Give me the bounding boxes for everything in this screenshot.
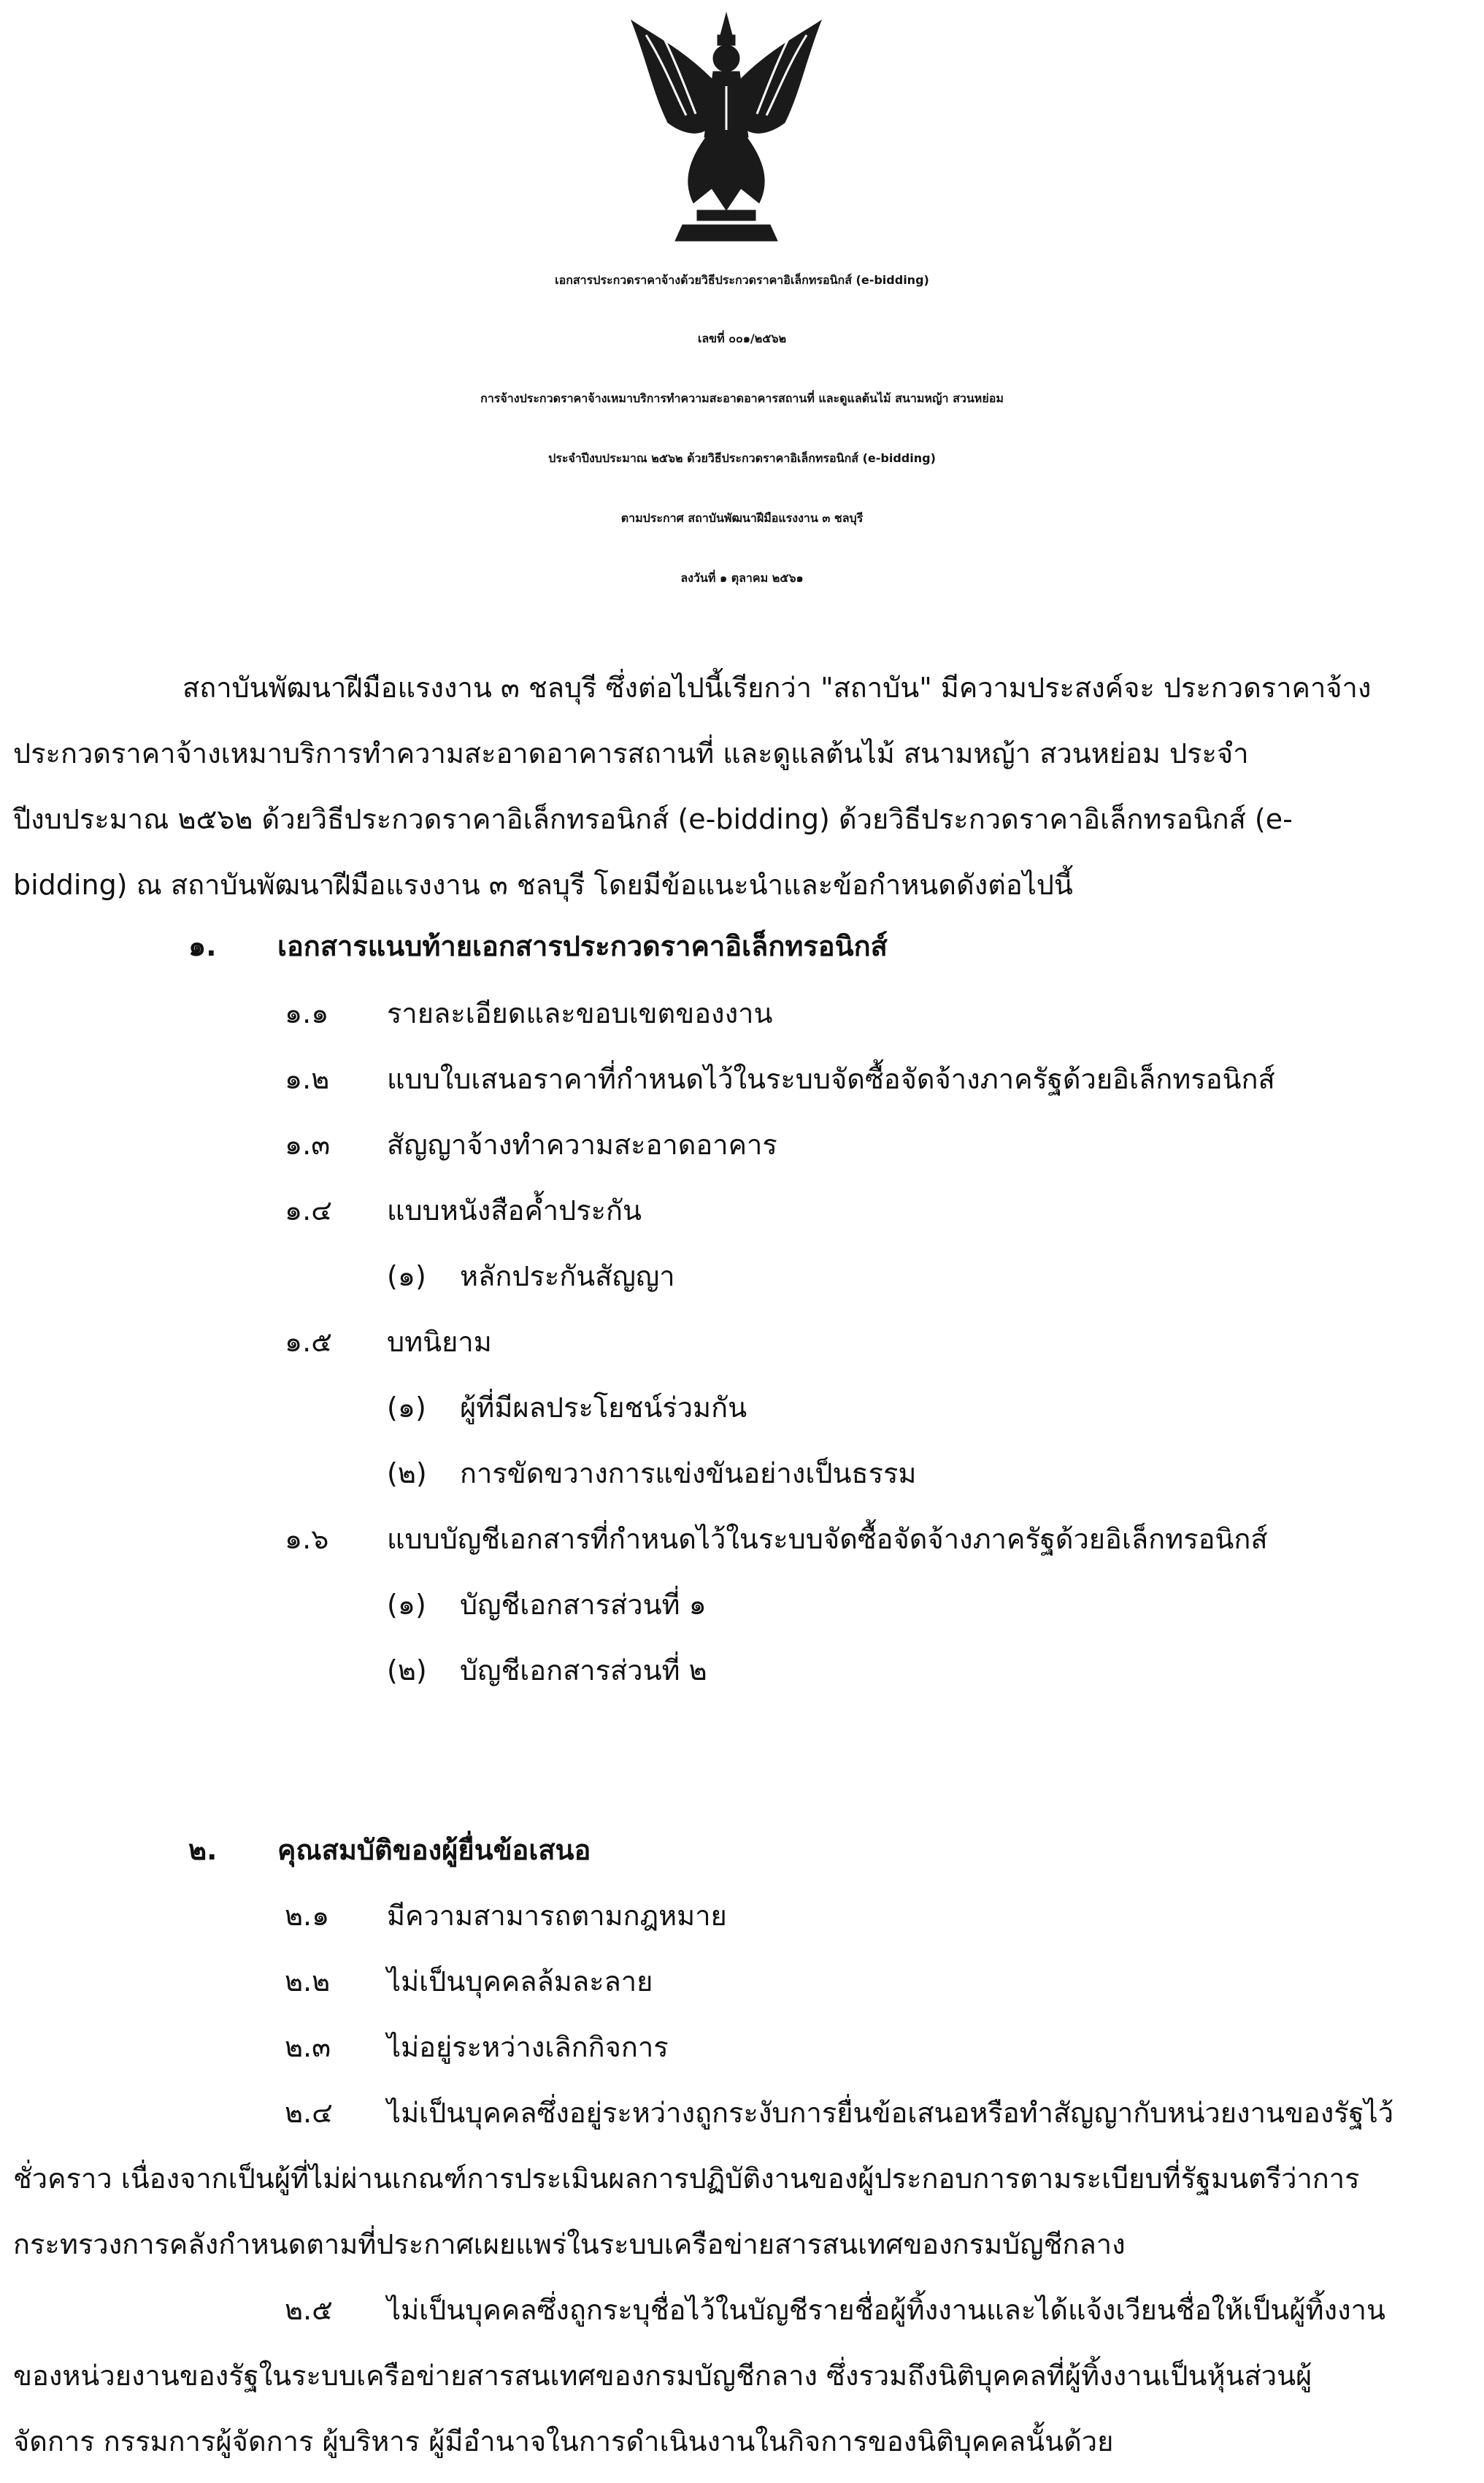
sub-item-number: (๑) <box>387 1392 426 1424</box>
list-item-number: ๒.๑ <box>285 1900 330 1932</box>
section-2-heading: คุณสมบัติของผู้ยื่นข้อเสนอ <box>277 1834 591 1866</box>
announcement-date: ลงวันที่ ๑ ตุลาคม ๒๕๖๑ <box>680 571 804 585</box>
list-item-text: แบบบัญชีเอกสารที่กำหนดไว้ในระบบจัดซื้อจัดจ้างภาครัฐด้วยอิเล็กทรอนิกส์ <box>387 1523 1268 1555</box>
list-item-text: ไม่อยู่ระหว่างเลิกกิจการ <box>387 2031 669 2063</box>
paragraph-continuation-line: จัดการ กรรมการผู้จัดการ ผู้บริหาร ผู้มีอำนาจในการดำเนินงานในกิจการของนิติบุคคลนั้นด้วย <box>13 2425 1114 2457</box>
list-item-text: ไม่เป็นบุคคลซึ่งถูกระบุชื่อไว้ในบัญชีรายชื่อผู้ทิ้งงานและได้แจ้งเวียนชื่อให้เป็นผู้ทิ้งงาน <box>387 2294 1385 2326</box>
list-item-number: ๑.๑ <box>285 997 329 1029</box>
list-item-text: แบบหนังสือค้ำประกัน <box>387 1194 642 1227</box>
sub-item-number: (๒) <box>387 1457 427 1489</box>
sub-item-number: (๑) <box>387 1260 426 1292</box>
sub-item-number: (๑) <box>387 1589 426 1621</box>
paragraph-continuation-line: ชั่วคราว เนื่องจากเป็นผู้ที่ไม่ผ่านเกณฑ์การประเมินผลการปฏิบัติงานของผู้ประกอบการตามระเบียบที่รัฐมนตรีว่าการ <box>13 2162 1360 2195</box>
list-item-number: ๑.๒ <box>285 1063 330 1095</box>
sub-item-text: การขัดขวางการแข่งขันอย่างเป็นธรรม <box>460 1457 917 1489</box>
sub-item-text: บัญชีเอกสารส่วนที่ ๑ <box>460 1589 707 1621</box>
subject-line-2: ประจำปีงบประมาณ ๒๕๖๒ ด้วยวิธีประกวดราคาอิเล็กทรอนิกส์ (e-bidding) <box>548 451 936 465</box>
section-1-number: ๑. <box>188 930 217 962</box>
list-item-number: ๒.๒ <box>285 1965 331 1997</box>
list-item-number: ๒.๓ <box>285 2031 331 2063</box>
intro-paragraph-line: ประกวดราคาจ้างเหมาบริการทำความสะอาดอาคารสถานที่ และดูแลต้นไม้ สนามหญ้า สวนหย่อม ประจำ <box>13 737 1249 770</box>
sub-item-text: ผู้ที่มีผลประโยชน์ร่วมกัน <box>460 1392 747 1424</box>
garuda-emblem-icon <box>624 6 828 247</box>
list-item-text: แบบใบเสนอราคาที่กำหนดไว้ในระบบจัดซื้อจัดจ้างภาครัฐด้วยอิเล็กทรอนิกส์ <box>387 1063 1275 1095</box>
document-number: เลขที่ ๐๐๑/๒๕๖๒ <box>697 331 787 345</box>
list-item-text: บทนิยาม <box>387 1326 492 1358</box>
intro-paragraph-line: สถาบันพัฒนาฝีมือแรงงาน ๓ ชลบุรี ซึ่งต่อไปนี้เรียกว่า "สถาบัน" มีความประสงค์จะ ประกวดราคาจ้าง <box>182 672 1372 704</box>
sub-item-number: (๒) <box>387 1654 427 1686</box>
section-1-heading: เอกสารแนบท้ายเอกสารประกวดราคาอิเล็กทรอนิกส์ <box>277 930 888 962</box>
announcement-line: ตามประกาศ สถาบันพัฒนาฝีมือแรงงาน ๓ ชลบุรี <box>620 511 864 525</box>
list-item-number: ๒.๕ <box>285 2294 333 2326</box>
list-item-text: สัญญาจ้างทำความสะอาดอาคาร <box>387 1129 777 1161</box>
list-item-number: ๑.๖ <box>285 1523 329 1555</box>
list-item-number: ๑.๔ <box>285 1194 332 1227</box>
subject-line-1: การจ้างประกวดราคาจ้างเหมาบริการทำความสะอาดอาคารสถานที่ และดูแลต้นไม้ สนามหญ้า สวนหย่อม <box>480 391 1004 405</box>
intro-paragraph-line: ปีงบประมาณ ๒๕๖๒ ด้วยวิธีประกวดราคาอิเล็กทรอนิกส์ (e-bidding) ด้วยวิธีประกวดราคาอิเล็กทรอนิกส์ (e- <box>13 803 1293 835</box>
list-item-text: รายละเอียดและขอบเขตของงาน <box>387 997 773 1029</box>
list-item-text: ไม่เป็นบุคคลล้มละลาย <box>387 1965 653 1997</box>
list-item-text: ไม่เป็นบุคคลซึ่งอยู่ระหว่างถูกระงับการยื่นข้อเสนอหรือทำสัญญากับหน่วยงานของรัฐไว้ <box>387 2097 1394 2129</box>
list-item-number: ๑.๓ <box>285 1129 331 1161</box>
sub-item-text: บัญชีเอกสารส่วนที่ ๒ <box>460 1654 707 1686</box>
section-2-number: ๒. <box>188 1834 218 1866</box>
list-item-number: ๑.๕ <box>285 1326 332 1358</box>
sub-item-text: หลักประกันสัญญา <box>460 1260 675 1292</box>
list-item-text: มีความสามารถตามกฎหมาย <box>387 1900 727 1932</box>
document-title: เอกสารประกวดราคาจ้างด้วยวิธีประกวดราคาอิเล็กทรอนิกส์ (e-bidding) <box>555 273 929 287</box>
paragraph-continuation-line: ของหน่วยงานของรัฐในระบบเครือข่ายสารสนเทศของกรมบัญชีกลาง ซึ่งรวมถึงนิติบุคคลที่ผู้ทิ้งงานเป็นหุ้นส่วนผู้ <box>13 2360 1312 2392</box>
paragraph-continuation-line: กระทรวงการคลังกำหนดตามที่ประกาศเผยแพร่ในระบบเครือข่ายสารสนเทศของกรมบัญชีกลาง <box>13 2228 1126 2260</box>
intro-paragraph-line: bidding) ณ สถาบันพัฒนาฝีมือแรงงาน ๓ ชลบุรี โดยมีข้อแนะนำและข้อกำหนดดังต่อไปนี้ <box>13 869 1073 901</box>
list-item-number: ๒.๔ <box>285 2097 333 2129</box>
